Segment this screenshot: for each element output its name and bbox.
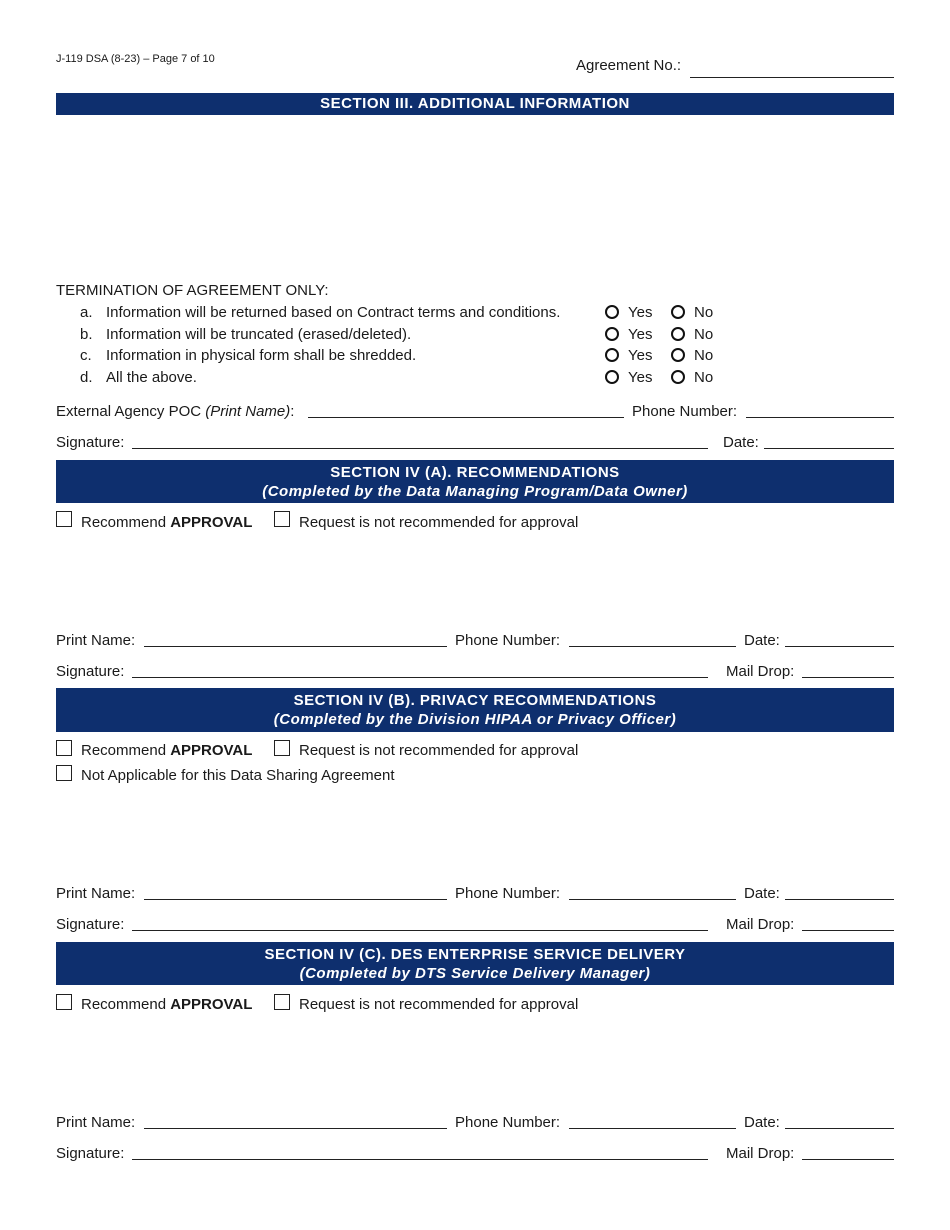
4a-print-name-field[interactable] — [144, 646, 447, 647]
4c-phone-field[interactable] — [569, 1128, 736, 1129]
4a-signature-field[interactable] — [132, 677, 708, 678]
termination-item-b-text: Information will be truncated (erased/deleted). — [106, 326, 412, 343]
4c-date-field[interactable] — [785, 1128, 894, 1129]
4b-mail-drop-field[interactable] — [802, 930, 894, 931]
approve-bold: APPROVAL — [170, 742, 253, 759]
4a-mail-drop-label: Mail Drop: — [726, 663, 795, 680]
section-4b-subtitle: (Completed by the Division HIPAA or Privacy Officer) — [273, 711, 677, 728]
4b-not-recommended-label: Request is not recommended for approval — [299, 742, 579, 759]
termination-c-yes-radio[interactable] — [605, 348, 619, 362]
4c-mail-drop-label: Mail Drop: — [726, 1145, 795, 1162]
section-4a-header — [56, 460, 894, 503]
termination-d-no-radio[interactable] — [671, 370, 685, 384]
4a-approve-checkbox[interactable] — [56, 511, 72, 527]
4a-date-field[interactable] — [785, 646, 894, 647]
4b-approve-label — [81, 742, 252, 759]
termination-b-yes-radio[interactable] — [605, 327, 619, 341]
section-4a-title: SECTION IV (A). RECOMMENDATIONS — [330, 464, 620, 481]
termination-item-a-letter: a. — [80, 304, 93, 321]
no-label: No — [694, 369, 714, 386]
section-3-header — [56, 93, 894, 115]
4b-phone-field[interactable] — [569, 899, 736, 900]
4c-print-name-field[interactable] — [144, 1128, 447, 1129]
yes-label: Yes — [628, 326, 653, 343]
termination-item-c-text: Information in physical form shall be shredded. — [106, 347, 417, 364]
section-4c-header — [56, 942, 894, 985]
external-poc-colon: : — [290, 403, 295, 420]
termination-item-b-letter: b. — [80, 326, 93, 343]
4c-approve-checkbox[interactable] — [56, 994, 72, 1010]
4b-not-applicable-checkbox[interactable] — [56, 765, 72, 781]
4a-mail-drop-field[interactable] — [802, 677, 894, 678]
yes-label: Yes — [628, 304, 653, 321]
approve-bold: APPROVAL — [170, 514, 253, 531]
4a-not-recommended-checkbox[interactable] — [274, 511, 290, 527]
4c-phone-label: Phone Number: — [455, 1114, 561, 1131]
external-date-label: Date: — [723, 434, 759, 451]
yes-label: Yes — [628, 347, 653, 364]
approve-bold: APPROVAL — [170, 996, 253, 1013]
4a-date-label: Date: — [744, 632, 780, 649]
4c-signature-field[interactable] — [132, 1159, 708, 1160]
4c-mail-drop-field[interactable] — [802, 1159, 894, 1160]
external-poc-text: External Agency POC — [56, 403, 206, 420]
4c-date-label: Date: — [744, 1114, 780, 1131]
4b-mail-drop-label: Mail Drop: — [726, 916, 795, 933]
4a-print-name-label: Print Name: — [56, 632, 136, 649]
agreement-number-label: Agreement No.: — [576, 57, 682, 74]
section-4a-subtitle: (Completed by the Data Managing Program/Data Owner) — [262, 483, 688, 500]
4a-phone-label: Phone Number: — [455, 632, 561, 649]
4b-print-name-field[interactable] — [144, 899, 447, 900]
approve-prefix: Recommend — [81, 996, 171, 1013]
external-poc-label — [56, 403, 294, 420]
termination-heading: TERMINATION OF AGREEMENT ONLY: — [56, 282, 329, 299]
termination-a-yes-radio[interactable] — [605, 305, 619, 319]
section-4b-header — [56, 688, 894, 732]
external-phone-label: Phone Number: — [632, 403, 738, 420]
4c-not-recommended-checkbox[interactable] — [274, 994, 290, 1010]
4b-not-recommended-checkbox[interactable] — [274, 740, 290, 756]
yes-label: Yes — [628, 369, 653, 386]
termination-b-no-radio[interactable] — [671, 327, 685, 341]
additional-information-field[interactable] — [56, 118, 894, 278]
no-label: No — [694, 347, 714, 364]
termination-item-d-text: All the above. — [106, 369, 197, 386]
4b-not-applicable-label: Not Applicable for this Data Sharing Agreement — [81, 767, 395, 784]
4a-signature-label: Signature: — [56, 663, 125, 680]
4b-signature-field[interactable] — [132, 930, 708, 931]
4a-not-recommended-label: Request is not recommended for approval — [299, 514, 579, 531]
external-poc-name-field[interactable] — [308, 417, 624, 418]
4a-comments-field[interactable] — [56, 540, 894, 625]
4c-approve-label — [81, 996, 252, 1013]
4a-phone-field[interactable] — [569, 646, 736, 647]
4c-print-name-label: Print Name: — [56, 1114, 136, 1131]
section-3-title: SECTION III. ADDITIONAL INFORMATION — [320, 95, 630, 112]
termination-item-a-text: Information will be returned based on Contract terms and conditions. — [106, 304, 561, 321]
termination-a-no-radio[interactable] — [671, 305, 685, 319]
termination-item-c-letter: c. — [80, 347, 92, 364]
external-signature-field[interactable] — [132, 448, 708, 449]
external-phone-field[interactable] — [746, 417, 894, 418]
4b-signature-label: Signature: — [56, 916, 125, 933]
4c-signature-label: Signature: — [56, 1145, 125, 1162]
external-date-field[interactable] — [764, 448, 894, 449]
section-4c-subtitle: (Completed by DTS Service Delivery Manager) — [299, 965, 651, 982]
no-label: No — [694, 326, 714, 343]
termination-d-yes-radio[interactable] — [605, 370, 619, 384]
4b-date-field[interactable] — [785, 899, 894, 900]
4c-not-recommended-label: Request is not recommended for approval — [299, 996, 579, 1013]
4a-approve-label — [81, 514, 252, 531]
section-4b-title: SECTION IV (B). PRIVACY RECOMMENDATIONS — [293, 692, 657, 709]
termination-item-d-letter: d. — [80, 369, 93, 386]
section-4c-title: SECTION IV (C). DES ENTERPRISE SERVICE DELIVERY — [264, 946, 686, 963]
termination-c-no-radio[interactable] — [671, 348, 685, 362]
4b-print-name-label: Print Name: — [56, 885, 136, 902]
4b-comments-field[interactable] — [56, 792, 894, 878]
agreement-number-field[interactable] — [690, 77, 894, 78]
no-label: No — [694, 304, 714, 321]
approve-prefix: Recommend — [81, 742, 171, 759]
4b-date-label: Date: — [744, 885, 780, 902]
external-signature-label: Signature: — [56, 434, 125, 451]
form-id: J-119 DSA (8-23) – Page 7 of 10 — [56, 53, 215, 65]
4b-phone-label: Phone Number: — [455, 885, 561, 902]
4c-comments-field[interactable] — [56, 1022, 894, 1108]
4b-approve-checkbox[interactable] — [56, 740, 72, 756]
external-poc-italic: (Print Name) — [205, 403, 291, 420]
approve-prefix: Recommend — [81, 514, 171, 531]
